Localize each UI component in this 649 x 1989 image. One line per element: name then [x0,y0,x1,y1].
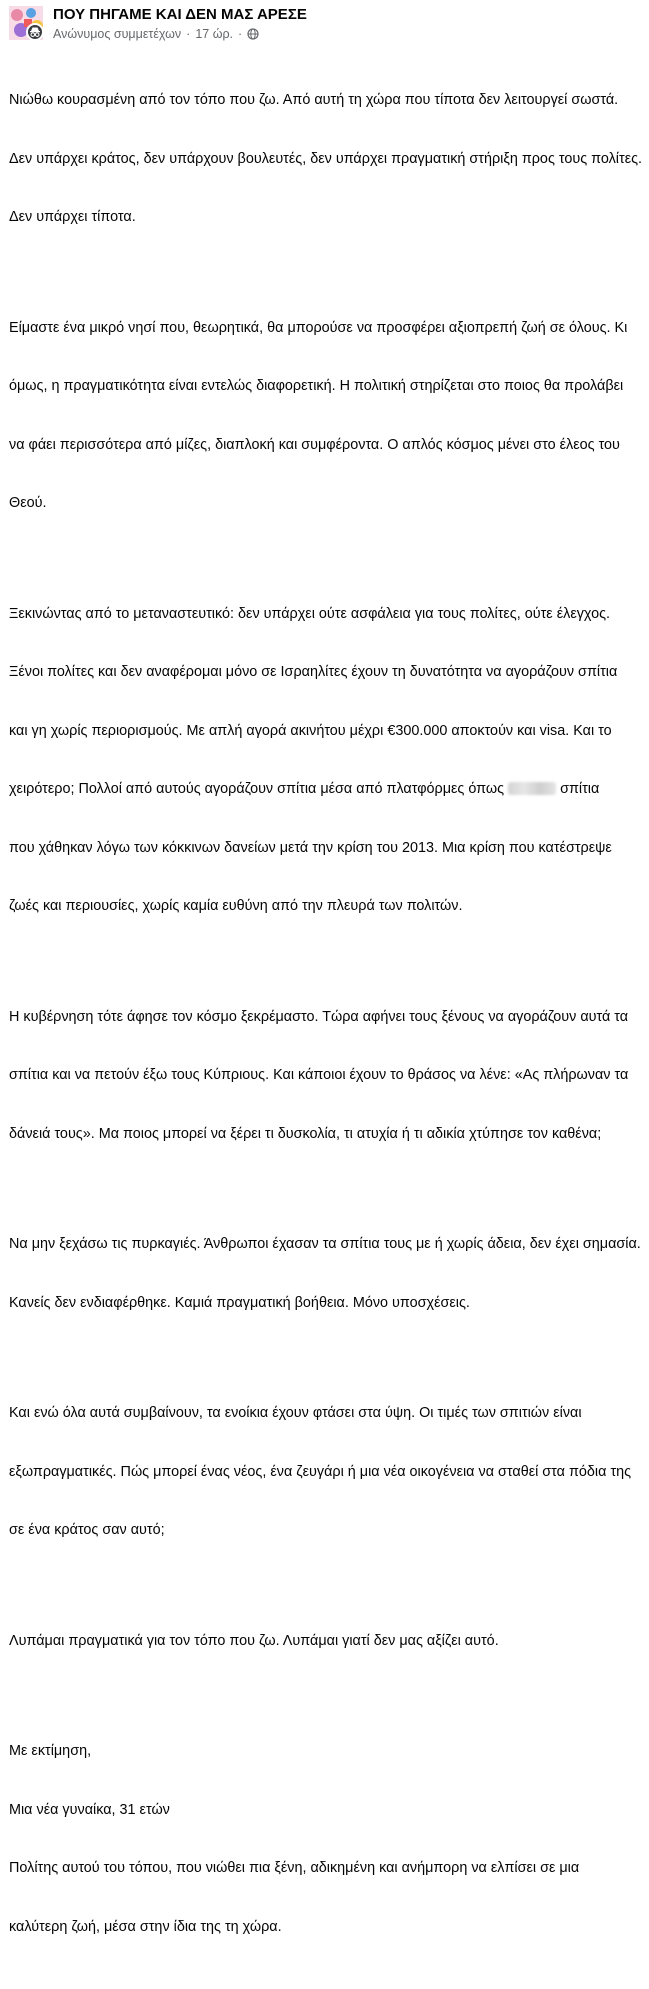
post-line: σπίτια και να πετούν έξω τους Κύπριους. Και κάποιοι έχουν το θράσος να λένε: «Ας πλήρωναν τα [9,1067,629,1083]
post-paragraph [9,1365,649,1580]
post-line: να φάει περισσότερα από μίζες, διαπλοκή και συμφέροντα. Ο απλός κόσμος μένει στο έλεος του [9,436,620,453]
post-line: σε ένα κράτος σαν αυτό; [9,1522,165,1538]
group-name-link[interactable]: ΠΟΥ ΠΗΓΑΜΕ ΚΑΙ ΔΕΝ ΜΑΣ ΑΡΕΣΕ [53,6,307,23]
post-line: Και ενώ όλα αυτά συμβαίνουν, τα ενοίκια έχουν φτάσει στα ύψη. Οι τιμές των σπιτιών είναι [9,1405,582,1421]
post-line: Είμαστε ένα μικρό νησί που, θεωρητικά, θα μπορούσε να προσφέρει αξιοπρεπή ζωή σε όλους. Κι [9,319,628,336]
meta-separator: · [238,27,243,41]
author-name[interactable]: Ανώνυμος συμμετέχων [53,27,182,41]
post-line: Με εκτίμηση, [9,1743,92,1759]
post-meta [53,27,259,41]
post-line: Ξεκινώντας από το μεταναστευτικό: δεν υπάρχει ούτε ασφάλεια για τους πολίτες, ούτε έλεγχος. [9,605,611,622]
post-timestamp[interactable]: 17 ώρ. [195,27,234,41]
post-paragraph [9,969,649,1184]
post-line: Κανείς δεν ενδιαφέρθηκε. Καμιά πραγματική βοήθεια. Μόνο υποσχέσεις. [9,1294,470,1311]
post-line: εξωπραγματικές. Πώς μπορεί ένας νέος, ένα ζευγάρι ή μια νέα οικογένεια να σταθεί στα πόδια της [9,1463,632,1480]
post-paragraph [9,52,649,267]
globe-icon [247,28,259,40]
post-paragraph [9,566,649,956]
post-header [0,0,633,48]
post-line: ζωές και περιουσίες, χωρίς καμία ευθύνη από την πλευρά των πολιτών. [9,898,463,914]
post-line: Νιώθω κουρασμένη από τον τόπο που ζω. Από αυτή τη χώρα που τίποτα δεν λειτουργεί σωστά. [9,92,619,108]
post-line: δάνειά τους». Μα ποιος μπορεί να ξέρει τι δυσκολία, τι ατυχία ή τι αδικία χτύπησε τον καθένα; [9,1125,602,1142]
post-line: Μια νέα γυναίκα, 31 ετών [9,1801,170,1818]
post-body [9,52,649,1989]
post-line: Δεν υπάρχει κράτος, δεν υπάρχουν βουλευτές, δεν υπάρχει πραγματική στήριξη προς τους πολίτες. [9,150,643,167]
meta-separator: · [186,27,191,41]
post-line: που χάθηκαν λόγω των κόκκινων δανείων μετά την κρίση του 2013. Μια κρίση που κατέστρεψε [9,839,612,856]
post-line: Λυπάμαι πραγματικά για τον τόπο που ζω. Λυπάμαι γιατί δεν μας αξίζει αυτό. [9,1632,499,1649]
post-paragraph [9,280,649,553]
post-line: Να μην ξεχάσω τις πυρκαγιές. Άνθρωποι έχασαν τα σπίτια τους με ή χωρίς άδεια, δεν έχει σημασία. [9,1236,641,1252]
post-line [9,780,649,800]
post-paragraph [9,1593,649,1691]
post-line: όμως, η πραγματικότητα είναι εντελώς διαφορετική. Η πολιτική στηρίζεται στο ποιος θα προλάβει [9,378,624,394]
post-line: Ξένοι πολίτες και δεν αναφέρομαι μόνο σε Ισραηλίτες έχουν τη δυνατότητα να αγοράζουν σπίτια [9,664,618,680]
anonymous-member-badge [26,23,44,41]
post-signature [9,1703,649,1976]
post-line: Δεν υπάρχει τίποτα. [9,209,136,225]
post-paragraph [9,1196,649,1352]
post-line: Θεού. [9,495,47,511]
blurred-platform-name [508,782,556,795]
post-line-text: σπίτια [560,781,600,797]
post-line-text: χειρότερο; Πολλοί από αυτούς αγοράζουν σπίτια μέσα από πλατφόρμες όπως [9,781,505,797]
anonymous-member-icon [28,25,42,39]
post-line: Η κυβέρνηση τότε άφησε τον κόσμο ξεκρέμαστο. Τώρα αφήνει τους ξένους να αγοράζουν αυτά τα [9,1008,629,1025]
post-line: και γη χωρίς περιορισμούς. Με απλή αγορά ακινήτου μέχρι €300.000 αποκτούν και visa. Και το [9,722,612,739]
post-line: Πολίτης αυτού του τόπου, που νιώθει πια ξένη, αδικημένη και ανήμπορη να ελπίσει σε μια [9,1860,580,1876]
post-line: καλύτερη ζωή, μέσα στην ίδια της τη χώρα. [9,1918,282,1935]
